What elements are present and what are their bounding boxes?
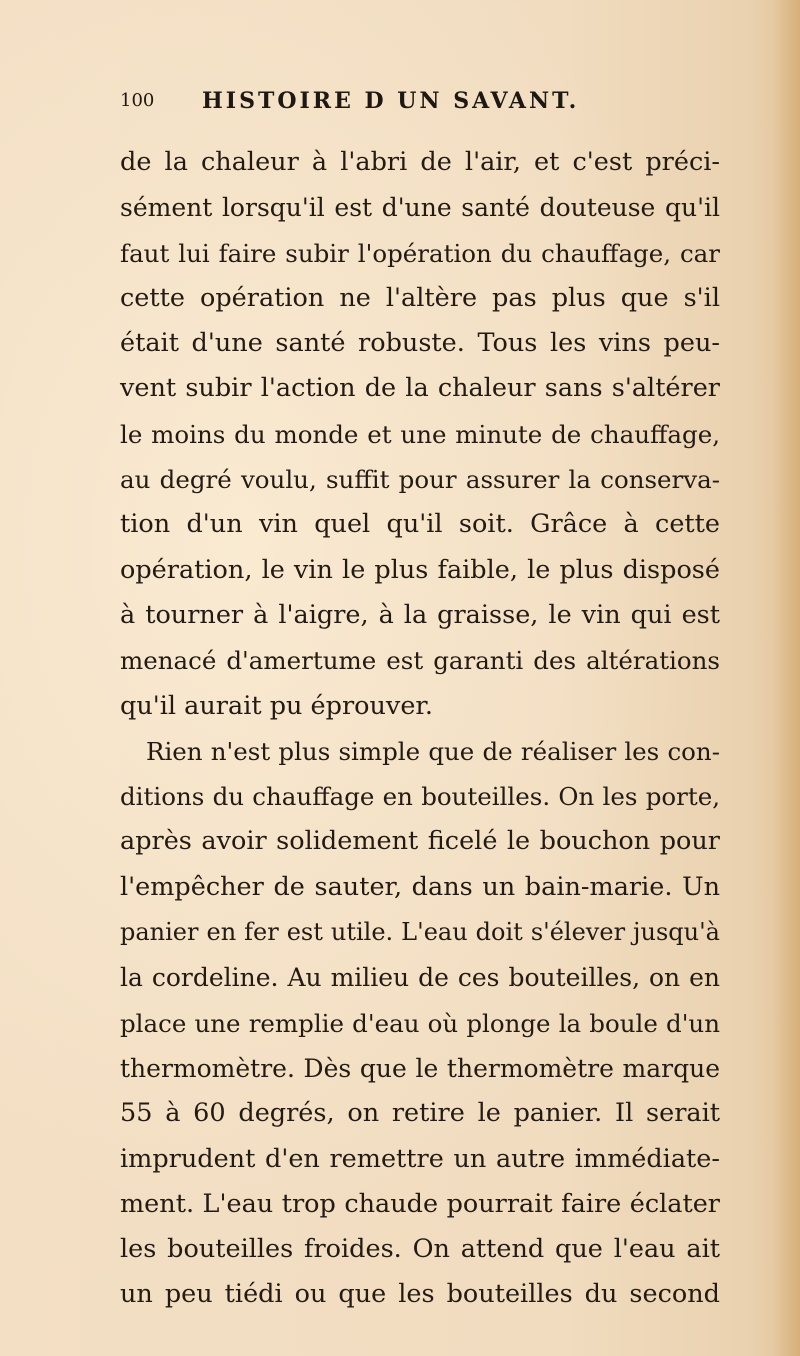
- running-head: [120, 88, 720, 118]
- paragraph-first-line: Rien n'est plus simple que de réaliser les con-: [146, 736, 720, 766]
- text-line: faut lui faire subir l'opération du chauffage, car: [120, 238, 720, 268]
- text-line: opération, le vin le plus faible, le plus disposé: [120, 554, 720, 585]
- text-line: la cordeline. Au milieu de ces bouteilles, on en: [120, 963, 720, 993]
- page-edge-shading: [772, 0, 800, 1356]
- text-line: au degré voulu, suffit pour assurer la conserva-: [120, 465, 720, 495]
- text-line: menacé d'amertume est garanti des altérations: [120, 646, 720, 676]
- text-line: le moins du monde et une minute de chauffage,: [120, 419, 720, 449]
- text-line: place une remplie d'eau où plonge la boule d'un: [120, 1008, 720, 1038]
- text-line: un peu tiédi ou que les bouteilles du second: [120, 1279, 720, 1310]
- text-line: sément lorsqu'il est d'une santé douteuse qu'il: [120, 193, 720, 223]
- text-line: à tourner à l'aigre, à la graisse, le vin qui est: [120, 599, 720, 630]
- text-line: vent subir l'action de la chaleur sans s'altérer: [120, 373, 720, 404]
- text-line: après avoir solidement ficelé le bouchon pour: [120, 826, 720, 857]
- text-line: de la chaleur à l'abri de l'air, et c'est préci-: [120, 147, 720, 177]
- text-line: ditions du chauffage en bouteilles. On les porte,: [120, 782, 720, 812]
- text-line: 55 à 60 degrés, on retire le panier. Il serait: [120, 1098, 720, 1129]
- text-line: panier en fer est utile. L'eau doit s'élever jusqu'à: [120, 918, 720, 947]
- paragraph-end-line: qu'il aurait pu éprouver.: [120, 690, 433, 721]
- body-text: [120, 140, 720, 1318]
- page-number: 100: [120, 90, 155, 111]
- text-line: était d'une santé robuste. Tous les vins peu-: [120, 328, 720, 359]
- text-line: thermomètre. Dès que le thermomètre marque: [120, 1053, 720, 1083]
- text-line: les bouteilles froides. On attend que l'eau ait: [120, 1234, 720, 1265]
- text-line: l'empêcher de sauter, dans un bain-marie. Un: [120, 871, 720, 902]
- running-title: HISTOIRE D UN SAVANT.: [202, 88, 580, 114]
- text-line: cette opération ne l'altère pas plus que s'il: [120, 282, 720, 313]
- text-line: ment. L'eau trop chaude pourrait faire éclater: [120, 1188, 720, 1219]
- text-line: imprudent d'en remettre un autre immédiate-: [120, 1143, 720, 1174]
- text-line: tion d'un vin quel qu'il soit. Grâce à cette: [120, 509, 720, 540]
